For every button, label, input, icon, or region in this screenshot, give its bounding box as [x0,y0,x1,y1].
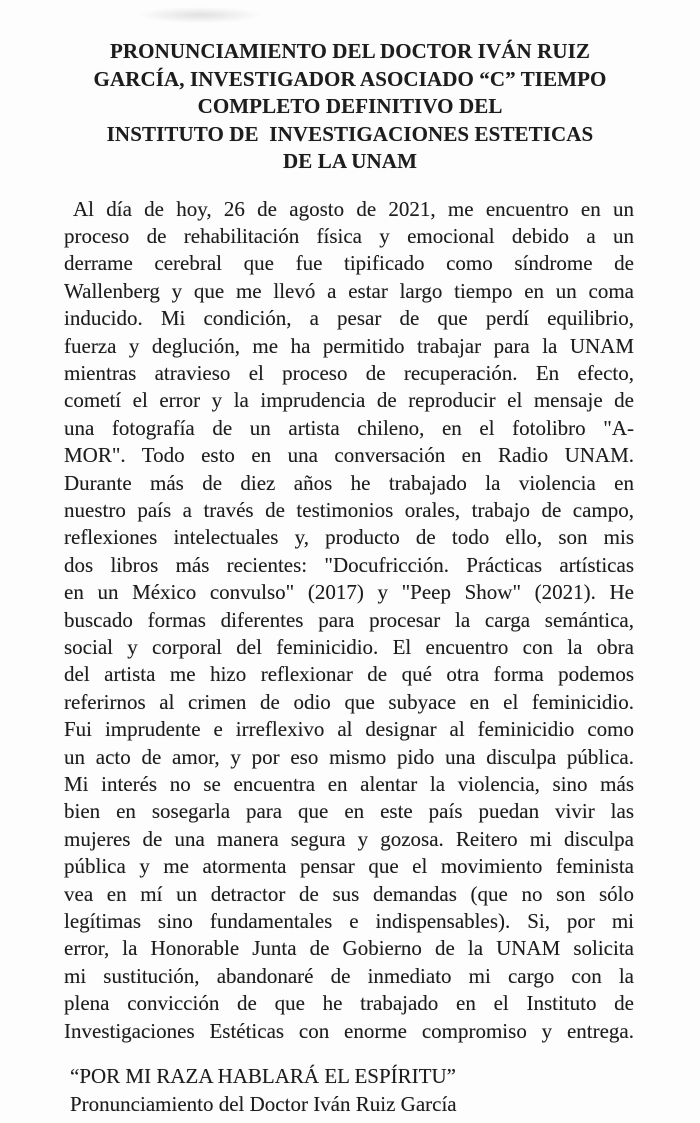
signature-line: Pronunciamiento del Doctor Iván Ruiz García [70,1092,457,1117]
title-line: PRONUNCIAMIENTO DEL DOCTOR IVÁN RUIZ [109,39,591,63]
body-line: mi sustitución, abandonaré de inmediato mi cargo con la [64,963,634,988]
scan-smudge-artifact [120,2,280,28]
body-line: social y corporal del feminicidio. El encuentro con la obra [64,635,634,659]
body-line: inducido. Mi condición, a pesar de que perdí equilibrio, [64,306,634,331]
body-line: vea en mí un detractor de sus demandas (que no son sólo [64,881,634,906]
body-line: error, la Honorable Junta de Gobierno de la UNAM solicita [64,936,634,961]
document-title [40,38,660,176]
body-line: referirnos al crimen de odio que subyace en el feminicidio. [64,689,634,714]
body-line: buscado formas diferentes para procesar la carga semántica, [64,607,634,632]
body-line: en un México convulso" (2017) y "Peep Show" (2021). He [64,580,634,605]
body-line: cometí el error y la imprudencia de reproducir el mensaje de [64,388,634,413]
body-line: proceso de rehabilitación física y emocional debido a un [64,223,634,248]
body-line: Durante más de diez años he trabajado la violencia en [64,470,634,495]
body-line: Wallenberg y que me llevó a estar largo tiempo en un coma [64,278,634,303]
body-line: Mi interés no se encuentra en alentar la violencia, sino más [64,772,634,797]
body-line: Fui imprudente e irreflexivo al designar al feminicidio como [64,717,634,742]
body-line: derrame cerebral que fue tipificado como síndrome de [64,251,634,276]
body-line: dos libros más recientes: "Docufricción. Prácticas artísticas [64,552,634,577]
statement-body [64,196,634,1046]
body-line: plena convicción de que he trabajado en el Instituto de [64,991,634,1016]
body-line: nuestro país a través de testimonios orales, trabajo de campo, [64,497,634,522]
body-line: pública y me atormenta pensar que el movimiento feminista [64,854,634,879]
body-line: fuerza y deglución, me ha permitido trabajar para la UNAM [64,333,634,358]
body-line: un acto de amor, y por eso mismo pido una disculpa pública. [64,744,634,769]
title-line: COMPLETO DEFINITIVO DEL [197,94,503,118]
body-line: bien en sosegarla para que en este país puedan vivir las [64,799,634,824]
document-footer [70,1062,634,1118]
title-line: GARCÍA, INVESTIGADOR ASOCIADO “C” TIEMPO [93,66,607,91]
body-line: mientras atravieso el proceso de recuperación. En efecto, [64,360,634,385]
title-line: DE LA UNAM [282,149,417,173]
body-line: una fotografía de un artista chileno, en el fotolibro "A- [64,415,634,440]
body-line: Al día de hoy, 26 de agosto de 2021, me encuentro en un [73,196,634,221]
body-line: reflexiones intelectuales y, producto de todo ello, son mis [64,525,634,550]
body-line: del artista me hizo reflexionar de qué otra forma podemos [64,662,634,687]
motto-line: “POR MI RAZA HABLARÁ EL ESPÍRITU” [70,1064,456,1089]
body-line: MOR". Todo esto en una conversación en Radio UNAM. [64,443,634,468]
title-line: INSTITUTO DE INVESTIGACIONES ESTETICAS [106,121,594,146]
body-line: Investigaciones Estéticas con enorme compromiso y entrega. [64,1018,634,1043]
body-line: mujeres de una manera segura y gozosa. Reitero mi disculpa [64,826,634,851]
body-line: legítimas sino fundamentales e indispensables). Si, por mi [64,909,634,934]
